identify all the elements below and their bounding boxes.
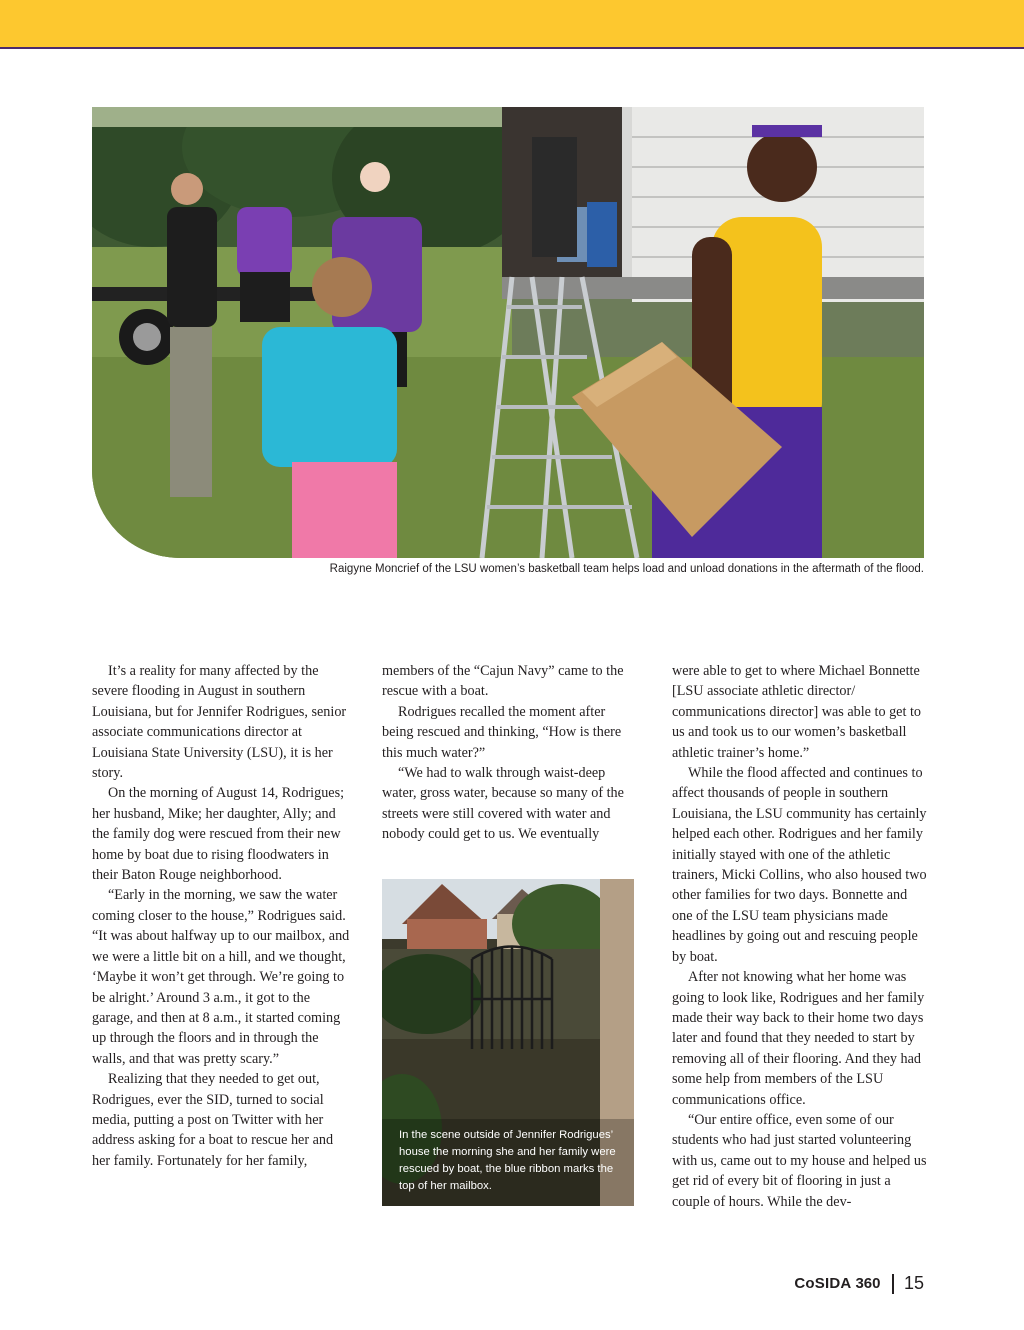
page-footer bbox=[794, 1273, 924, 1294]
paragraph: After not knowing what her home was going to look like, Rodrigues and her family made their way back to their home two days later and found that they needed to start by removing all of their flooring. And they had some help from members of the LSU communications office. bbox=[672, 969, 925, 1108]
paragraph: Realizing that they needed to get out, Rodrigues, ever the SID, turned to social media, putting a post on Twitter with her address asking for a boat to rescue her and her family. Fortunately for her family, bbox=[92, 1071, 334, 1169]
publication-number: 360 bbox=[855, 1275, 881, 1292]
paragraph: On the morning of August 14, Rodrigues; her husband, Mike; her daughter, Ally; and the family dog were rescued from their new home by boat due to rising floodwaters in their Baton Rouge neighborhood. bbox=[92, 785, 345, 884]
publication-name: CoSIDA bbox=[794, 1275, 852, 1292]
paragraph: Rodrigues recalled the moment after being rescued and thinking, “How is there this much water?” bbox=[382, 703, 622, 761]
flood-relief-photo bbox=[92, 107, 924, 558]
photo-caption: Raigyne Moncrief of the LSU women’s basketball team helps load and unload donations in the aftermath of the flood. bbox=[329, 563, 924, 575]
article-column-2 bbox=[382, 661, 638, 845]
paragraph: “Early in the morning, we saw the water coming closer to the house,” Rodrigues said. “It was about halfway up to our mailbox, and we were a little bit on a hill, and we thought, ‘Maybe it won’t get through. We’re going to be alright.’ Around 3 a.m., it got to the garage, and then at 8 a.m., it started coming up through the floors and in through the walls, and that was pretty scary.” bbox=[92, 887, 350, 1067]
top-color-band bbox=[0, 0, 1024, 49]
paragraph: members of the “Cajun Navy” came to the rescue with a boat. bbox=[382, 663, 624, 700]
paragraph: “Our entire office, even some of our students who had just started volunteering with us, came out to my house and helped us get rid of every bit of flooring in just a couple of hours. While the dev- bbox=[672, 1111, 927, 1210]
paragraph: “We had to walk through waist-deep water, gross water, because so many of the streets were still covered with water and nobody could get to us. We eventually bbox=[382, 765, 624, 843]
paragraph: were able to get to where Michael Bonnette [LSU associate athletic director/ communications director] was able to get to us and took us to our women’s basketball athletic trainer’s home.” bbox=[672, 663, 921, 761]
page-number: 15 bbox=[903, 1273, 924, 1293]
article-column-3 bbox=[672, 661, 928, 1212]
inset-photo-caption: In the scene outside of Jennifer Rodrigues’ house the morning she and her family were rescued by boat, the blue ribbon marks the top of her mailbox. bbox=[399, 1129, 616, 1192]
paragraph: While the flood affected and continues to affect thousands of people in southern Louisiana, the LSU community has certainly helped each other. Rodrigues and her family initially stayed with one of the athletic trainers, Micki Collins, who also housed two other families for two days. Bonnette and one of the LSU team physicians made headlines by going out and rescuing people by boat. bbox=[672, 765, 927, 965]
footer-divider bbox=[892, 1274, 894, 1294]
article-column-1 bbox=[92, 661, 350, 1171]
paragraph: It’s a reality for many affected by the severe flooding in August in southern Louisiana, but for Jennifer Rodrigues, senior associate communications director at Louisiana State University (LSU), it is her story. bbox=[92, 663, 347, 782]
flooded-house-photo bbox=[382, 879, 634, 1206]
